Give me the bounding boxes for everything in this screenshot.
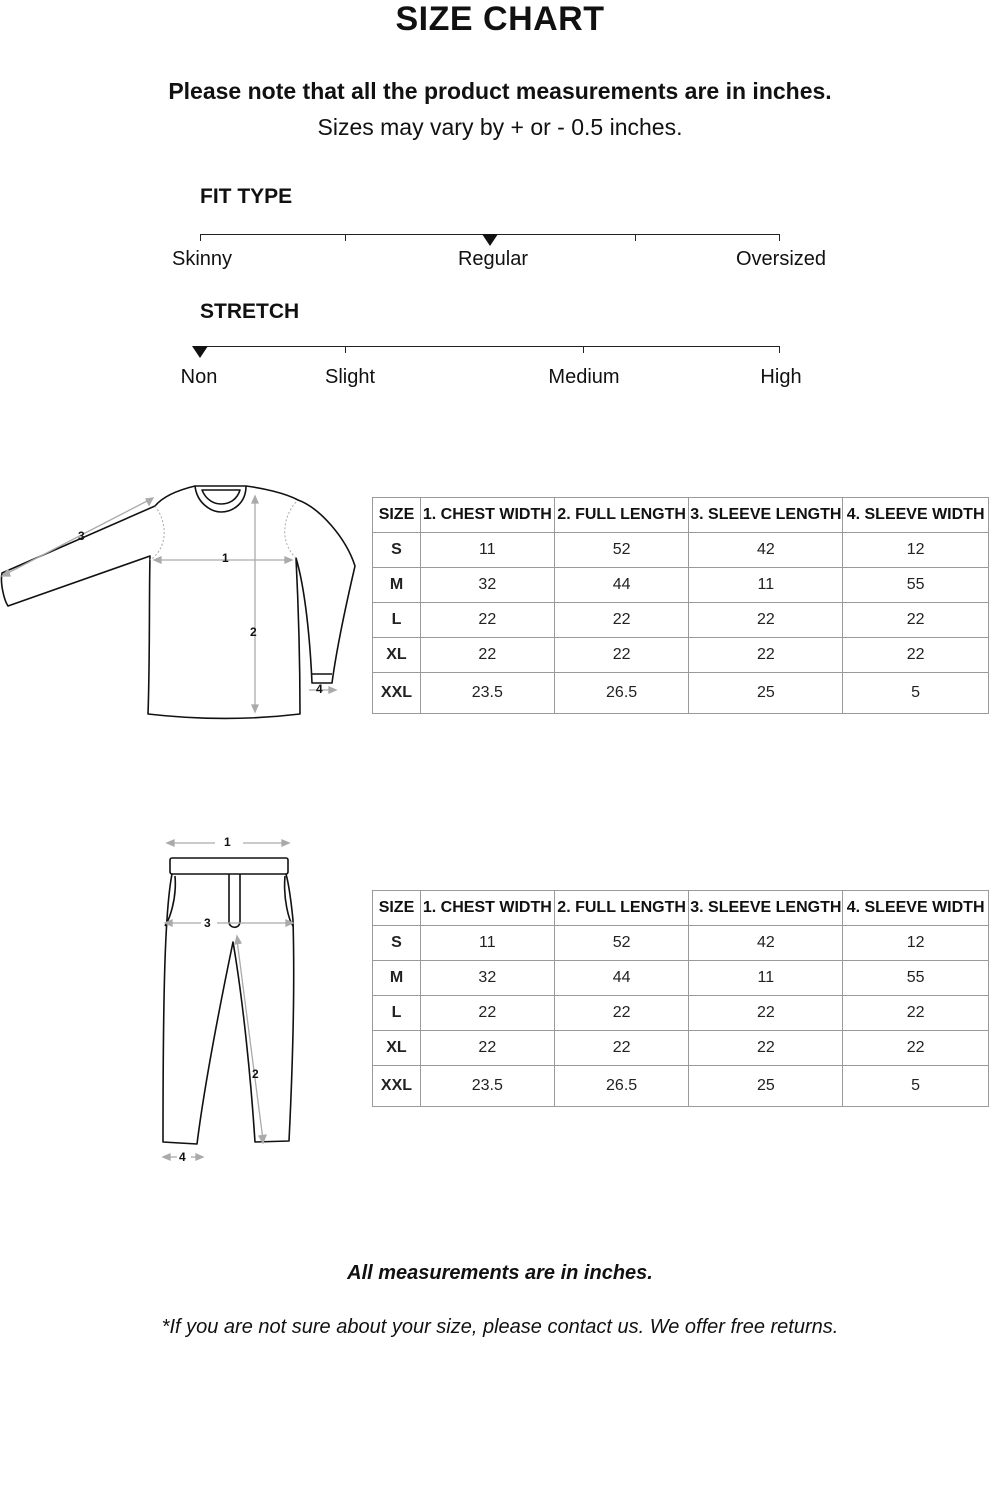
size-cell: M [373,961,421,996]
stretch-label-medium: Medium [548,366,620,388]
size-cell: XL [373,638,421,673]
header-chest-width: 1. CHEST WIDTH [420,891,554,926]
table-cell: 22 [843,1031,989,1066]
stretch-tick [779,346,780,353]
table-cell: 32 [420,961,554,996]
table-cell: 22 [554,603,689,638]
fit-type-marker-icon [482,234,498,246]
header-chest-width: 1. CHEST WIDTH [420,498,554,533]
bottom-diagram-label-3: 3 [204,916,211,930]
table-cell: 11 [689,961,843,996]
size-cell: XXL [373,673,421,714]
table-cell: 26.5 [554,673,689,714]
table-cell: 44 [554,961,689,996]
table-row [373,1066,989,1107]
bottom-diagram-label-2: 2 [252,1067,259,1081]
header-sleeve-length: 3. SLEEVE LENGTH [689,498,843,533]
table-cell: 5 [843,673,989,714]
size-cell: S [373,533,421,568]
table-cell: 11 [420,926,554,961]
header-full-length: 2. FULL LENGTH [554,498,689,533]
table-header-row [373,498,989,533]
fit-type-tick [345,234,346,241]
table-row [373,533,989,568]
table-row [373,673,989,714]
table-cell: 22 [420,638,554,673]
table-cell: 32 [420,568,554,603]
variance-note: Sizes may vary by + or - 0.5 inches. [317,114,683,140]
footer-measurement-note: All measurements are in inches. [347,1262,653,1284]
table-cell: 22 [554,996,689,1031]
fit-type-tick [779,234,780,241]
top-diagram-label-1: 1 [222,551,229,565]
size-cell: M [373,568,421,603]
table-row [373,926,989,961]
size-cell: L [373,603,421,638]
page-title: SIZE CHART [395,0,605,38]
fit-type-heading: FIT TYPE [200,185,293,208]
stretch-heading: STRETCH [200,300,300,323]
bottom-diagram-label-4: 4 [179,1150,186,1164]
table-row [373,1031,989,1066]
table-header-row [373,891,989,926]
fit-type-label-skinny: Skinny [171,248,233,270]
size-cell: XL [373,1031,421,1066]
table-cell: 22 [420,603,554,638]
table-cell: 22 [843,603,989,638]
fit-type-tick [635,234,636,241]
size-cell: S [373,926,421,961]
table-cell: 22 [689,1031,843,1066]
header-size: SIZE [373,891,421,926]
table-cell: 22 [554,638,689,673]
header-sleeve-length: 3. SLEEVE LENGTH [689,891,843,926]
fit-type-label-oversized: Oversized [735,248,827,270]
table-cell: 42 [689,533,843,568]
bottom-size-table [372,890,989,1107]
size-cell: XXL [373,1066,421,1107]
table-cell: 11 [689,568,843,603]
top-diagram-label-2: 2 [250,625,257,639]
table-cell: 25 [689,1066,843,1107]
size-cell: L [373,996,421,1031]
table-cell: 22 [689,603,843,638]
table-row [373,603,989,638]
table-cell: 52 [554,926,689,961]
table-cell: 11 [420,533,554,568]
fit-type-tick [200,234,201,241]
header-full-length: 2. FULL LENGTH [554,891,689,926]
table-cell: 12 [843,533,989,568]
header-sleeve-width: 4. SLEEVE WIDTH [843,498,989,533]
bottom-diagram-label-1: 1 [224,835,231,849]
header-size: SIZE [373,498,421,533]
table-cell: 22 [420,1031,554,1066]
table-cell: 44 [554,568,689,603]
footer-returns-note: *If you are not sure about your size, please contact us. We offer free returns. [161,1316,839,1338]
stretch-tick [583,346,584,353]
stretch-scale-line [200,346,780,347]
table-cell: 12 [843,926,989,961]
table-row [373,996,989,1031]
table-cell: 22 [843,638,989,673]
measurement-note: Please note that all the product measurements are in inches. [168,78,832,104]
stretch-tick [345,346,346,353]
top-diagram-label-3: 3 [78,529,85,543]
stretch-label-slight: Slight [324,366,376,388]
table-cell: 55 [843,961,989,996]
table-row [373,638,989,673]
table-cell: 23.5 [420,673,554,714]
table-cell: 25 [689,673,843,714]
table-cell: 22 [420,996,554,1031]
header-sleeve-width: 4. SLEEVE WIDTH [843,891,989,926]
stretch-label-non: Non [180,366,218,388]
pants-diagram-icon [155,830,305,1170]
table-cell: 22 [843,996,989,1031]
table-cell: 55 [843,568,989,603]
top-diagram-label-4: 4 [316,682,323,696]
table-cell: 52 [554,533,689,568]
table-cell: 26.5 [554,1066,689,1107]
table-cell: 22 [689,638,843,673]
table-row [373,568,989,603]
table-row [373,961,989,996]
table-cell: 23.5 [420,1066,554,1107]
table-cell: 22 [554,1031,689,1066]
fit-type-label-regular: Regular [457,248,529,270]
table-cell: 42 [689,926,843,961]
sweatshirt-diagram-icon [0,478,365,728]
stretch-label-high: High [760,366,802,388]
table-cell: 5 [843,1066,989,1107]
top-size-table [372,497,989,714]
stretch-marker-icon [192,346,208,358]
table-cell: 22 [689,996,843,1031]
